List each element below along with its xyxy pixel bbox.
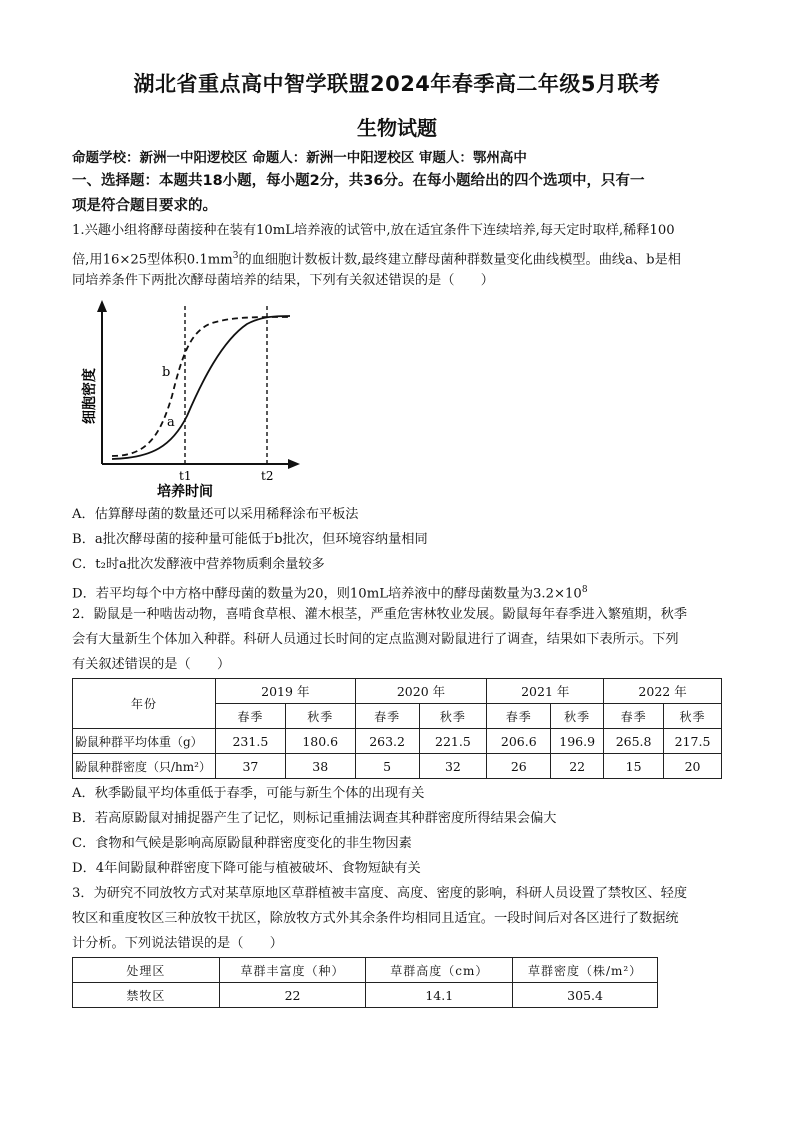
q1-stem-line2-part1: 倍,用16×25型体积0.1mm [72, 252, 233, 268]
table-cell: 206.6 [487, 729, 551, 754]
curve-b-label: b [162, 365, 171, 380]
season-cell: 秋季 [419, 704, 487, 729]
table-cell: 5 [355, 754, 419, 779]
curve-a [112, 316, 290, 459]
q3-stem-line2: 牧区和重度牧区三种放牧干扰区，除放牧方式外其余条件均相同且适宜。一段时间后对各区进行了数据统 [72, 911, 679, 926]
table-cell: 231.5 [215, 729, 285, 754]
table-cell: 263.2 [355, 729, 419, 754]
year-cell: 2022 年 [604, 679, 722, 704]
q2-option-d: D．4年间鼢鼠种群密度下降可能与植被破坏、食物短缺有关 [72, 861, 421, 876]
table-cell: 26 [487, 754, 551, 779]
density-row-label: 鼢鼠种群密度（只/hm²） [73, 754, 216, 779]
q1-stem-line2 [72, 246, 681, 270]
season-cell: 春季 [604, 704, 664, 729]
q3-data-table [72, 957, 658, 1008]
q1-unit-superscript: 3 [232, 251, 239, 261]
q2-option-c: C．食物和气候是影响高原鼢鼠种群密度变化的非生物因素 [72, 836, 412, 851]
season-cell: 秋季 [551, 704, 604, 729]
q2-table-year-row [73, 679, 722, 704]
y-axis-label: 细胞密度 [82, 368, 98, 424]
table-cell: 221.5 [419, 729, 487, 754]
year-header-cell: 年份 [73, 679, 216, 729]
year-cell: 2020 年 [355, 679, 487, 704]
table-cell: 22 [219, 983, 366, 1008]
t1-label: t1 [179, 469, 192, 483]
season-cell: 秋季 [285, 704, 355, 729]
table-cell: 305.4 [513, 983, 658, 1008]
q1-stem-line1: 1.兴趣小组将酵母菌接种在装有10mL培养液的试管中,放在适宜条件下连续培养,每天定时取样,稀释100 [72, 223, 675, 238]
table-cell: 38 [285, 754, 355, 779]
q3-table-row [73, 983, 658, 1008]
q2-table-weight-row [73, 729, 722, 754]
table-cell: 15 [604, 754, 664, 779]
table-cell: 32 [419, 754, 487, 779]
table-cell: 217.5 [664, 729, 722, 754]
q2-option-b: B．若高原鼢鼠对捕捉器产生了记忆，则标记重捕法调查其种群密度所得结果会偏大 [72, 811, 557, 826]
exam-subtitle: 生物试题 [357, 116, 437, 140]
q1-option-c: C．t₂时a批次发酵液中营养物质剩余量较多 [72, 557, 325, 572]
t2-label: t2 [261, 469, 274, 483]
q2-option-a: A．秋季鼢鼠平均体重低于春季，可能与新生个体的出现有关 [72, 786, 425, 801]
q1-stem-line2-part2: 的血细胞计数板计数,最终建立酵母菌种群数量变化曲线模型。曲线a、b是相 [238, 252, 681, 268]
table-cell: 196.9 [551, 729, 604, 754]
exam-title: 湖北省重点高中智学联盟2024年春季高二年级5月联考 [133, 72, 661, 96]
season-cell: 春季 [215, 704, 285, 729]
q2-stem-line3: 有关叙述错误的是（ ） [72, 657, 231, 672]
season-cell: 春季 [355, 704, 419, 729]
q2-data-table [72, 678, 722, 779]
q2-stem-line2: 会有大量新生个体加入种群。科研人员通过长时间的定点监测对鼢鼠进行了调查，结果如下表所示。下列 [72, 632, 679, 647]
section-heading-line1: 一、选择题：本题共18小题，每小题2分，共36分。在每小题给出的四个选项中，只有一 [72, 173, 645, 189]
year-cell: 2019 年 [215, 679, 355, 704]
q1-stem-line3: 同培养条件下两批次酵母菌培养的结果，下列有关叙述错误的是（ ） [72, 273, 494, 288]
q3-stem-line1: 3．为研究不同放牧方式对某草原地区草群植被丰富度、高度、密度的影响，科研人员设置了禁牧区、轻度 [72, 886, 688, 901]
season-cell: 秋季 [664, 704, 722, 729]
year-cell: 2021 年 [487, 679, 604, 704]
q1-option-d [72, 580, 588, 604]
q1-option-d-exponent: 8 [581, 585, 588, 595]
table-cell: 14.1 [366, 983, 513, 1008]
yeast-growth-graph [72, 296, 312, 501]
table-cell: 37 [215, 754, 285, 779]
q1-option-b: B．a批次酵母菌的接种量可能低于b批次，但环境容纳量相同 [72, 532, 428, 547]
table-header-cell: 处理区 [73, 958, 220, 983]
table-cell: 22 [551, 754, 604, 779]
x-axis-arrow [288, 459, 300, 469]
y-axis-arrow [97, 300, 107, 312]
q3-table-header-row [73, 958, 658, 983]
season-cell: 春季 [487, 704, 551, 729]
exam-meta: 命题学校：新洲一中阳逻校区 命题人：新洲一中阳逻校区 审题人：鄂州高中 [72, 150, 527, 166]
curve-a-label: a [167, 415, 175, 430]
table-header-cell: 草群丰富度（种） [219, 958, 366, 983]
x-axis-label: 培养时间 [157, 484, 213, 500]
table-cell: 265.8 [604, 729, 664, 754]
table-cell: 禁牧区 [73, 983, 220, 1008]
q3-stem-line3: 计分析。下列说法错误的是（ ） [72, 936, 283, 951]
section-heading-line2: 项是符合题目要求的。 [72, 198, 217, 214]
table-cell: 20 [664, 754, 722, 779]
q1-option-d-text: D．若平均每个中方格中酵母菌的数量为20，则10mL培养液中的酵母菌数量为3.2×10 [72, 586, 582, 602]
q2-stem-line1: 2．鼢鼠是一种啮齿动物，喜啃食草根、灌木根茎，严重危害林牧业发展。鼢鼠每年春季进入繁殖期，秋季 [72, 607, 688, 622]
weight-row-label: 鼢鼠种群平均体重（g） [73, 729, 216, 754]
table-header-cell: 草群密度（株/m²） [513, 958, 658, 983]
q1-option-a: A．估算酵母菌的数量还可以采用稀释涂布平板法 [72, 507, 359, 522]
q2-table-density-row [73, 754, 722, 779]
table-header-cell: 草群高度（cm） [366, 958, 513, 983]
table-cell: 180.6 [285, 729, 355, 754]
